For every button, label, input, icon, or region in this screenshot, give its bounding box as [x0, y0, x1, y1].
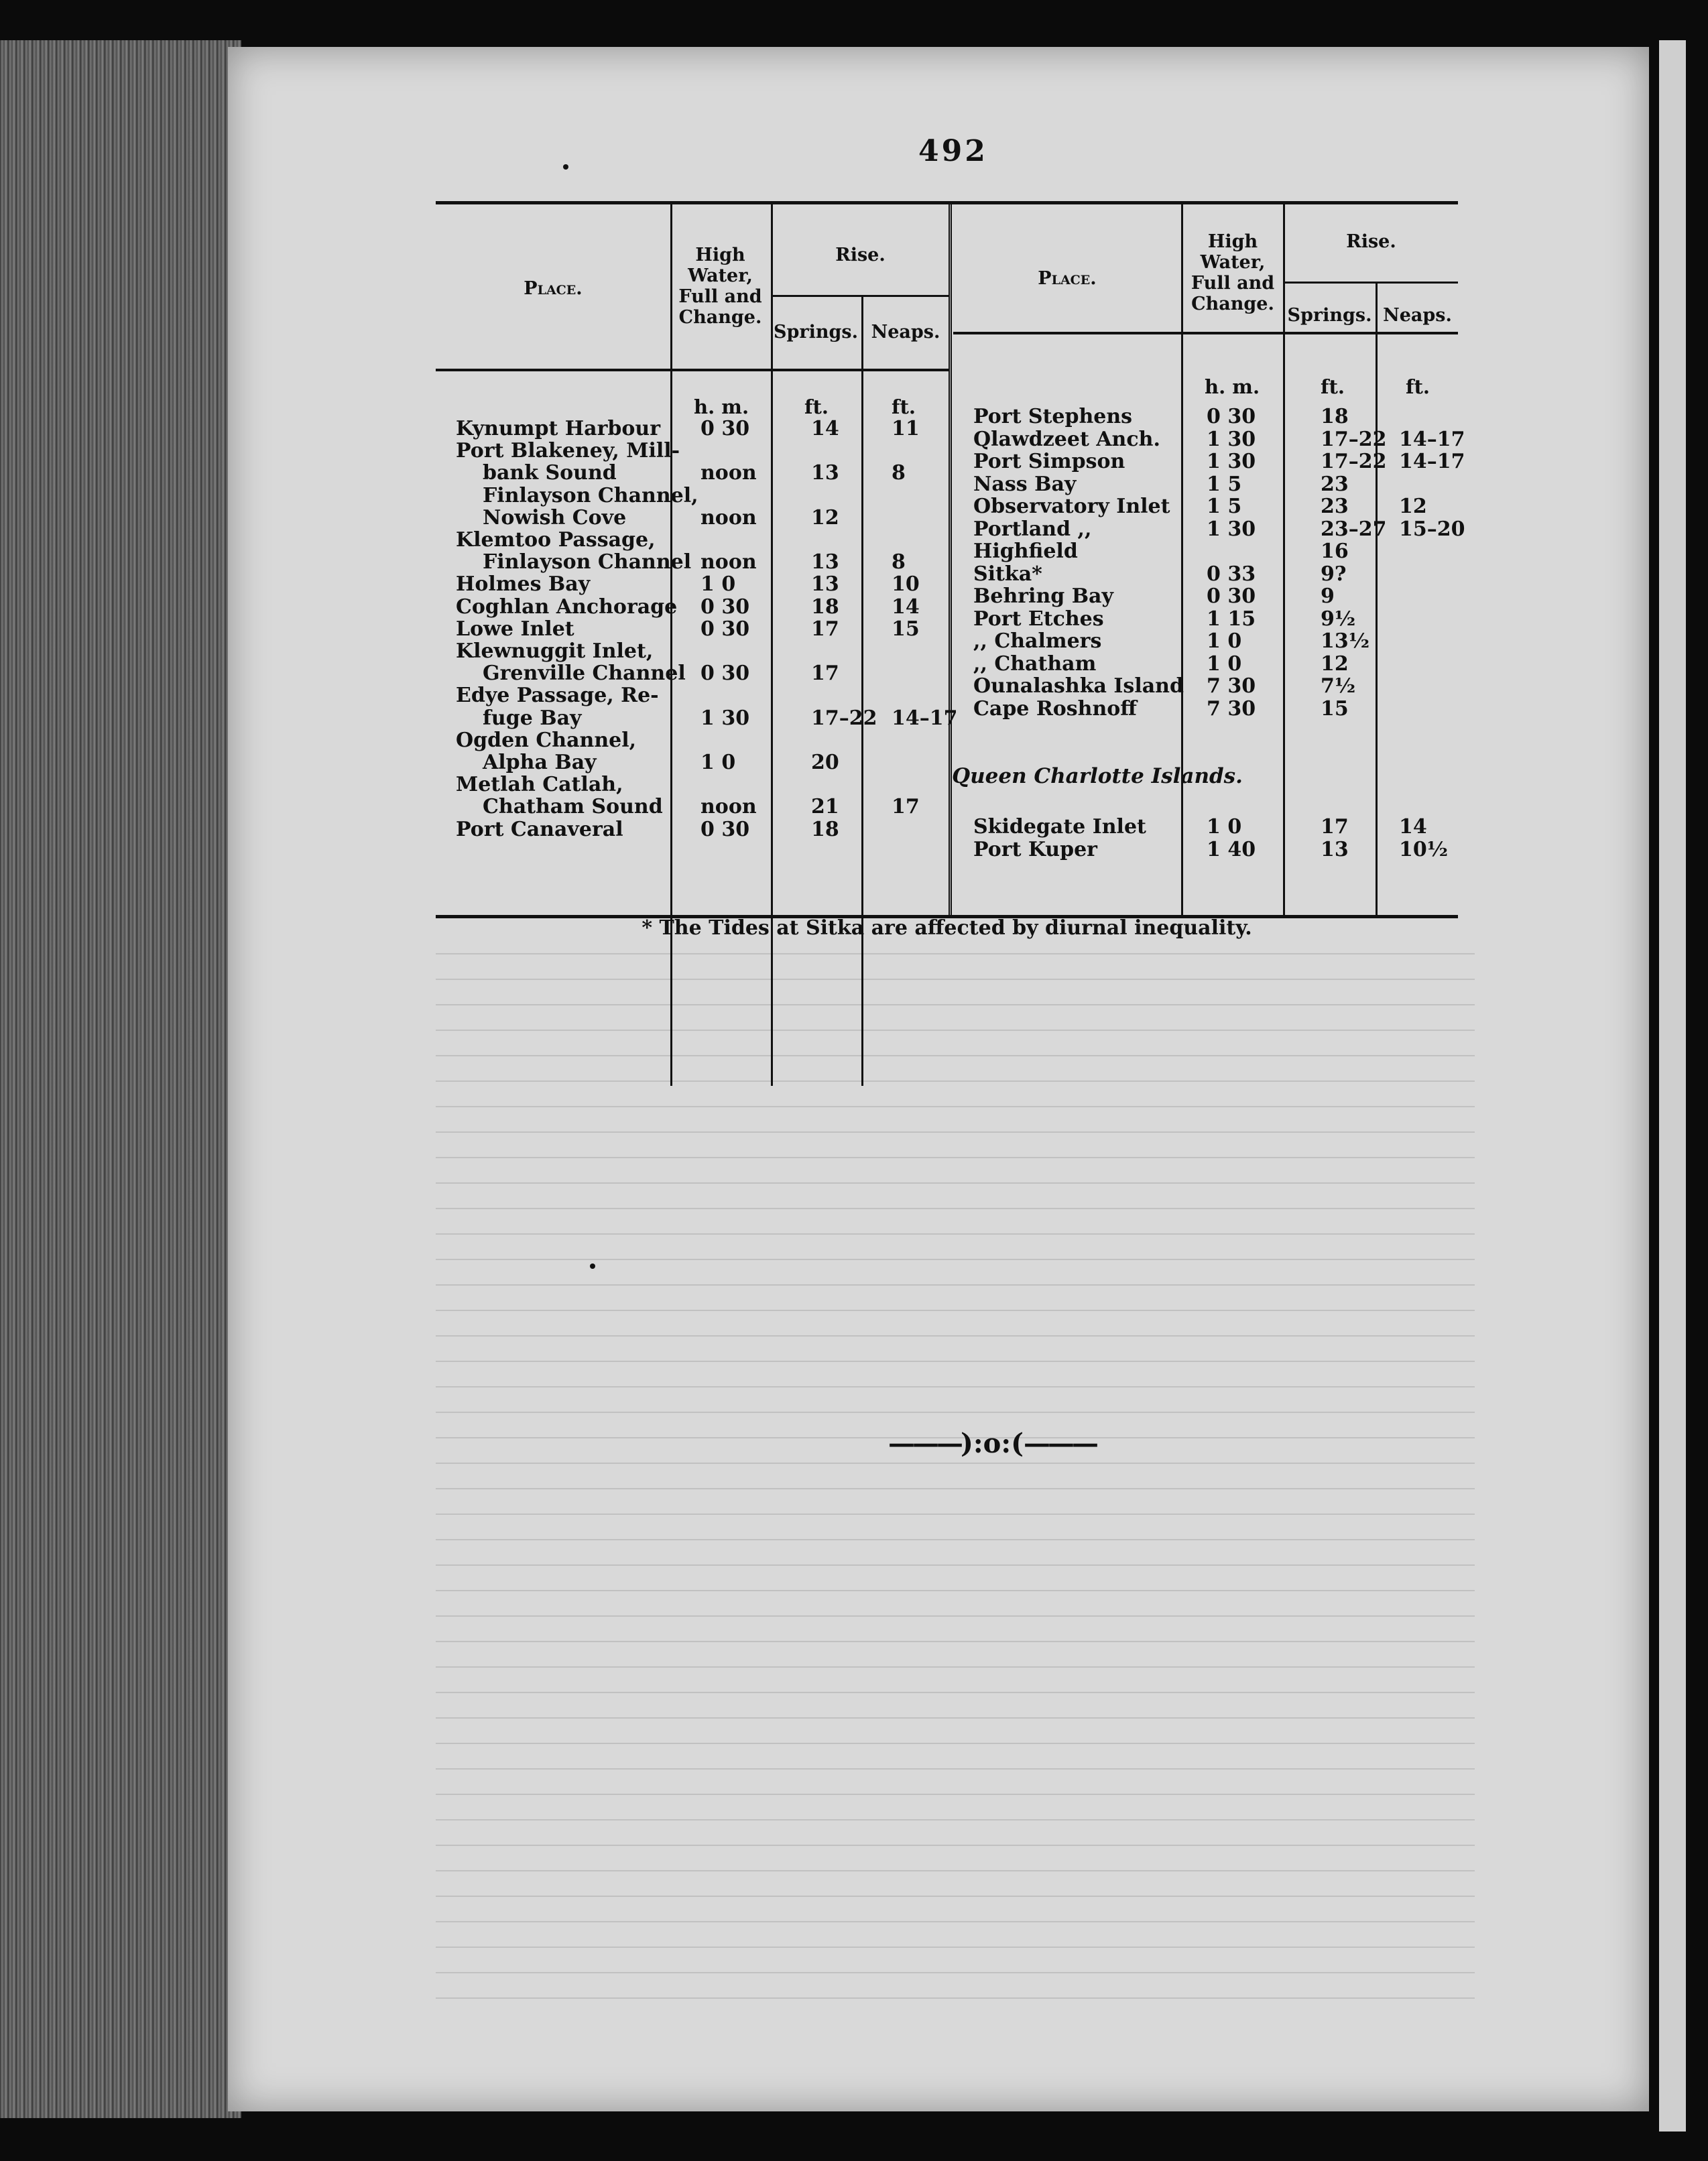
cell-hw: 1 0	[1207, 652, 1242, 676]
table-row	[953, 563, 1458, 586]
table-row	[953, 816, 1458, 839]
cell-place: Portland ,,	[973, 517, 1092, 541]
cell-hw: 1 0	[700, 572, 736, 597]
table-row	[436, 507, 949, 530]
cell-springs: 15	[1321, 696, 1349, 721]
cell-place: Nass Bay	[973, 472, 1077, 496]
cell-springs: 21	[811, 795, 839, 819]
table-row	[436, 729, 949, 752]
unit-neaps: ft.	[892, 395, 916, 418]
header-high-water: High Water, Full and Change.	[678, 245, 762, 328]
cell-springs: 17–22	[1321, 427, 1387, 451]
header-rise: Rise.	[835, 245, 886, 265]
table-row	[953, 608, 1458, 631]
cell-place: Ounalashka Island	[973, 674, 1184, 698]
cell-hw: 1 30	[1207, 517, 1256, 541]
cell-neaps: 8	[892, 461, 906, 485]
cell-place: Highfield	[973, 540, 1078, 563]
table-row	[953, 473, 1458, 496]
table-row	[953, 427, 1465, 451]
cell-place: Klewnuggit Inlet,	[456, 639, 654, 663]
table-row	[953, 698, 1458, 721]
table-row	[953, 630, 1458, 653]
cell-hw: 1 30	[1207, 450, 1256, 473]
cell-hw: 1 0	[1207, 815, 1242, 839]
table-row	[953, 839, 1458, 861]
unit-springs: ft.	[1321, 375, 1345, 398]
cell-springs: 18	[1321, 405, 1349, 428]
cell-hw: 1 5	[1207, 495, 1242, 518]
unit-hw: h. m.	[694, 395, 749, 418]
cell-place: Nowish Cove	[483, 505, 627, 530]
cell-place: Sitka*	[973, 562, 1042, 586]
cell-hw: 0 30	[700, 817, 750, 841]
cell-neaps: 8	[892, 550, 906, 574]
cell-hw: 7 30	[1207, 674, 1256, 698]
cell-springs: 20	[811, 751, 839, 774]
cell-springs: 17	[811, 662, 839, 686]
cell-neaps: 14–17	[1399, 427, 1465, 451]
cell-springs: 9½	[1321, 607, 1356, 631]
cell-hw: 1 0	[1207, 629, 1242, 653]
table-header	[436, 204, 949, 371]
cell-place: Port Etches	[973, 607, 1104, 631]
cell-place: Port Kuper	[973, 838, 1097, 861]
stacked-page-edges	[0, 40, 241, 2118]
table-row	[436, 462, 949, 485]
cell-place: Port Stephens	[973, 405, 1133, 428]
tide-table-right	[952, 204, 1465, 915]
cell-neaps: 17	[892, 795, 920, 819]
cell-neaps: 14–17	[892, 706, 958, 730]
cell-place: ,, Chatham	[973, 652, 1097, 676]
cell-place: Edye Passage, Re-	[456, 684, 659, 708]
header-neaps: Neaps.	[871, 322, 940, 343]
section-title-queen-charlotte: Queen Charlotte Islands.	[952, 764, 1243, 788]
table-row	[436, 573, 949, 596]
header-springs: Springs.	[774, 322, 858, 343]
cell-springs: 12	[811, 505, 839, 530]
table-row	[436, 818, 949, 841]
cell-springs: 17	[1321, 815, 1349, 839]
header-place: Place.	[524, 278, 583, 299]
cell-place: Alpha Bay	[483, 751, 597, 774]
cell-hw: noon	[700, 795, 757, 819]
table-row	[953, 585, 1458, 608]
table-row	[436, 796, 949, 818]
cell-springs: 16	[1321, 540, 1349, 563]
table-row	[436, 596, 949, 619]
cell-place: bank Sound	[483, 461, 617, 485]
page-number: 492	[918, 134, 988, 168]
table-row	[953, 675, 1458, 698]
cell-place: Finlayson Channel	[483, 550, 692, 574]
cell-hw: noon	[700, 550, 757, 574]
table-row	[436, 618, 949, 641]
cell-hw: noon	[700, 461, 757, 485]
cell-hw: 1 40	[1207, 838, 1256, 861]
table-row	[953, 495, 1458, 518]
cell-hw: 1 30	[1207, 427, 1256, 451]
table-row	[436, 440, 949, 462]
cell-place: Observatory Inlet	[973, 495, 1170, 518]
table-footnote: * The Tides at Sitka are affected by diurnal inequality.	[642, 916, 1252, 940]
cell-place: Skidegate Inlet	[973, 815, 1146, 839]
cell-neaps: 14	[1399, 815, 1427, 839]
cell-hw: 0 30	[700, 417, 750, 440]
header-neaps: Neaps.	[1383, 305, 1452, 326]
table-row	[436, 418, 949, 440]
cell-place: Kynumpt Harbour	[456, 417, 660, 440]
ink-speck	[590, 1263, 595, 1269]
table-row	[436, 662, 949, 685]
cell-springs: 23	[1321, 495, 1349, 518]
cell-springs: 13½	[1321, 629, 1370, 653]
cell-springs: 12	[1321, 652, 1349, 676]
cell-springs: 14	[811, 417, 839, 440]
cell-hw: 7 30	[1207, 696, 1256, 721]
cell-springs: 17–22	[811, 706, 877, 730]
cell-neaps: 14	[892, 595, 920, 619]
table-row	[436, 529, 949, 552]
table-row	[953, 540, 1458, 563]
cell-hw: noon	[700, 505, 757, 530]
cell-place: Behring Bay	[973, 584, 1113, 608]
cell-hw: 1 5	[1207, 472, 1242, 496]
cell-place: Finlayson Channel,	[483, 483, 698, 507]
header-high-water: High Water, Full and Change.	[1191, 231, 1275, 315]
cell-neaps: 11	[892, 417, 920, 440]
table-row	[436, 684, 949, 707]
cell-springs: 7½	[1321, 674, 1356, 698]
cell-place: fuge Bay	[483, 706, 582, 730]
cell-place: Port Blakeney, Mill-	[456, 439, 680, 463]
cell-springs: 13	[811, 550, 839, 574]
table-row	[953, 406, 1458, 428]
section-ornament: ———):o:(———	[888, 1428, 1097, 1459]
tide-table-left	[436, 204, 958, 915]
cell-place: Port Canaveral	[456, 817, 623, 841]
cell-place: Metlah Catlah,	[456, 773, 623, 797]
cell-neaps: 14–17	[1399, 450, 1465, 473]
header-springs: Springs.	[1287, 305, 1372, 326]
cell-springs: 23–27	[1321, 517, 1387, 541]
cell-springs: 18	[811, 817, 839, 841]
cell-springs: 9?	[1321, 562, 1347, 586]
bleed-through-text	[436, 938, 1475, 2011]
cell-place: Holmes Bay	[456, 572, 591, 597]
cell-hw: 1 15	[1207, 607, 1256, 631]
facing-page-edge	[1659, 40, 1686, 2132]
table-row	[436, 551, 949, 574]
cell-place: Klemtoo Passage,	[456, 528, 656, 552]
cell-place: Coghlan Anchorage	[456, 595, 678, 619]
cell-springs: 23	[1321, 472, 1349, 496]
cell-springs: 17	[811, 617, 839, 641]
table-row	[436, 706, 958, 730]
cell-hw: 0 30	[700, 662, 750, 686]
cell-springs: 13	[1321, 838, 1349, 861]
cell-place: Grenville Channel	[483, 662, 686, 686]
header-place: Place.	[1038, 268, 1097, 289]
table-row	[436, 485, 949, 507]
cell-hw: 1 30	[700, 706, 750, 730]
table-row	[436, 640, 949, 663]
cell-hw: 0 33	[1207, 562, 1256, 586]
cell-springs: 18	[811, 595, 839, 619]
cell-hw: 1 0	[700, 751, 736, 774]
cell-place: Lowe Inlet	[456, 617, 574, 641]
unit-neaps: ft.	[1406, 375, 1430, 398]
ornament-glyph: ):o:(	[960, 1428, 1024, 1459]
cell-hw: 0 30	[700, 595, 750, 619]
table-row	[953, 450, 1465, 473]
cell-place: ,, Chalmers	[973, 629, 1102, 653]
cell-place: Ogden Channel,	[456, 728, 637, 752]
cell-hw: 0 30	[1207, 584, 1256, 608]
cell-springs: 13	[811, 461, 839, 485]
cell-hw: 0 30	[700, 617, 750, 641]
cell-neaps: 15–20	[1399, 517, 1465, 541]
ink-speck	[563, 164, 568, 170]
cell-springs: 13	[811, 572, 839, 597]
cell-springs: 9	[1321, 584, 1335, 608]
tide-table	[436, 201, 1465, 918]
table-row	[953, 517, 1465, 541]
cell-place: Cape Roshnoff	[973, 696, 1137, 721]
table-row	[953, 653, 1458, 676]
cell-springs: 17–22	[1321, 450, 1387, 473]
cell-neaps: 10	[892, 572, 920, 597]
cell-hw: 0 30	[1207, 405, 1256, 428]
table-header	[953, 204, 1458, 334]
unit-springs: ft.	[804, 395, 829, 418]
cell-place: Chatham Sound	[483, 795, 663, 819]
cell-place: Port Simpson	[973, 450, 1125, 473]
header-rise: Rise.	[1346, 231, 1396, 252]
cell-neaps: 10½	[1399, 838, 1449, 861]
cell-neaps: 12	[1399, 495, 1427, 518]
cell-place: Qlawdzeet Anch.	[973, 427, 1160, 451]
unit-hw: h. m.	[1205, 375, 1260, 398]
cell-neaps: 15	[892, 617, 920, 641]
